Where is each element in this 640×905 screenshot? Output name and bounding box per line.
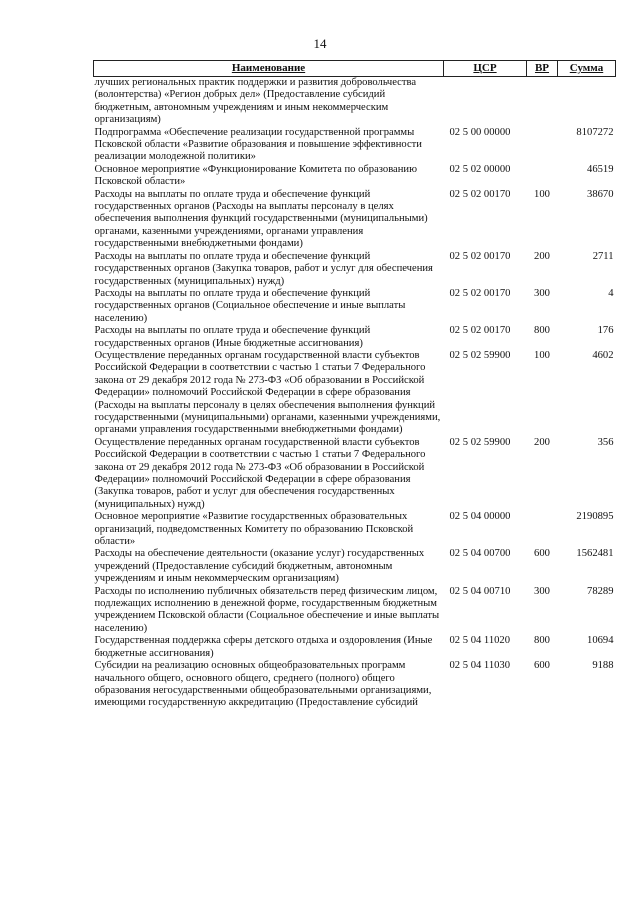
row-sum-cell: 4602 [592,349,614,361]
row-csr-cell: 02 5 04 00710 [449,585,511,597]
row-sum-cell: 38670 [587,188,614,200]
row-vr-cell: 800 [534,325,550,337]
table-row [94,251,616,288]
row-csr-cell: 02 5 02 00170 [449,325,511,337]
table-row [94,189,616,251]
table-row [94,325,616,350]
row-name-cell: лучших региональных практик поддержки и развития добровольчества (волонтерства) «Регион добрых дел» (Предоставление субсидий бюджетным, автономным учреждениям и иным некоммерческим организациям) [94,77,417,126]
row-csr-cell: 02 5 04 11020 [449,635,511,647]
row-name-cell: Расходы на выплаты по оплате труда и обеспечение функций государственных органов (Социальное обеспечение и иные выплаты населению) [94,287,406,324]
row-vr-cell: 200 [534,250,550,262]
row-vr-cell [527,164,558,189]
table-row [94,635,616,660]
row-name-cell: Расходы на обеспечение деятельности (оказание услуг) государственных учреждений (Предоставление субсидий бюджетным, автономным учреждениям и иным некоммерческим организациям) [94,548,425,585]
row-csr-cell: 02 5 02 00000 [449,163,511,175]
row-name-cell: Расходы на выплаты по оплате труда и обеспечение функций государственных органов (Расходы на выплаты персоналу в целях обеспечения выполнения функций государственными (муниципальными) органами, казенными учреждениями, органами управления государственными внебюджетными фондами) [94,188,428,250]
row-sum-cell: 8107272 [576,126,614,138]
row-vr-cell: 100 [534,349,550,361]
row-vr-cell: 300 [534,287,550,299]
row-csr-cell: 02 5 02 59900 [449,436,511,448]
row-csr-cell: 02 5 02 00170 [449,188,511,200]
column-header-sum: Сумма [558,61,616,77]
table-row [94,511,616,548]
row-vr-cell: 800 [534,635,550,647]
row-csr-cell: 02 5 04 00000 [449,511,511,523]
table-row [94,660,616,710]
column-header-csr: ЦСР [444,61,527,77]
row-vr-cell: 100 [534,188,550,200]
table-row [94,127,616,164]
row-vr-cell: 200 [534,436,550,448]
row-vr-cell [527,77,558,127]
row-vr-cell: 600 [534,660,550,672]
row-sum-cell: 356 [597,436,614,448]
row-name-cell: Основное мероприятие «Функционирование Комитета по образованию Псковской области» [94,163,418,188]
row-sum-cell: 78289 [587,585,614,597]
row-name-cell: Основное мероприятие «Развитие государственных образовательных организаций, подведомственных Комитету по образованию Псковской области» [94,511,414,548]
row-name-cell: Государственная поддержка сферы детского отдыха и оздоровления (Иные бюджетные ассигнования) [94,635,433,659]
row-name-cell: Подпрограмма «Обеспечение реализации государственной программы Псковской области «Развитие образования и повышение эффективности реализации молодежной политики» [94,126,422,163]
table-row [94,77,616,127]
row-vr-cell: 600 [534,548,550,560]
page-number: 14 [313,36,327,51]
table-header-row [94,61,616,77]
column-header-name: Наименование [94,61,444,77]
row-csr-cell: 02 5 02 00170 [449,287,511,299]
row-sum-cell: 1562481 [576,548,614,560]
row-sum-cell: 4 [608,287,614,299]
budget-table [93,60,616,710]
row-sum-cell: 9188 [592,660,614,672]
row-sum-cell: 2711 [592,250,614,262]
table-row [94,586,616,636]
row-csr-cell: 02 5 00 00000 [449,126,511,138]
row-sum-cell: 176 [597,325,614,337]
row-csr-cell: 02 5 04 11030 [449,660,511,672]
row-name-cell: Субсидии на реализацию основных общеобразовательных программ начального общего, основного общего, среднего (полного) общего образования негосударственными общеобразовательными организациями, имеющими государственную аккредитацию (Предоставление субсидий [94,660,432,709]
table-row [94,350,616,437]
row-name-cell: Осуществление переданных органам государственной власти субъектов Российской Федерации в соответствии с частью 1 статьи 7 Федерального закона от 29 декабря 2012 года № 273-ФЗ «Об образовании в Российской Федерации» полномочий Российской Федерации в сфере образования (Расходы на выплаты персоналу в целях обеспечения выполнения функций государственными (муниципальными) органами, казенными учреждениями, органами управления государственными внебюджетными фондами) [94,349,441,436]
table-row [94,288,616,325]
row-name-cell: Расходы на выплаты по оплате труда и обеспечение функций государственных органов (Закупка товаров, работ и услуг для обеспечения государственных (муниципальных) нужд) [94,250,433,287]
row-csr-cell: 02 5 02 59900 [449,349,511,361]
row-vr-cell [527,511,558,548]
row-csr-cell [444,77,527,127]
table-row [94,437,616,511]
row-sum-cell: 2190895 [576,511,614,523]
row-vr-cell [527,127,558,164]
row-sum-cell [558,77,616,127]
row-name-cell: Осуществление переданных органам государственной власти субъектов Российской Федерации в соответствии с частью 1 статьи 7 Федерального закона от 29 декабря 2012 года № 273-ФЗ «Об образовании в Российской Федерации» полномочий Российской Федерации в сфере образования (Закупка товаров, работ и услуг для обеспечения государственных (муниципальных) нужд) [94,436,426,510]
table-row [94,164,616,189]
row-vr-cell: 300 [534,585,550,597]
table-row [94,548,616,585]
row-sum-cell: 10694 [587,635,614,647]
row-name-cell: Расходы на выплаты по оплате труда и обеспечение функций государственных органов (Иные бюджетные ассигнования) [94,325,371,349]
row-csr-cell: 02 5 02 00170 [449,250,511,262]
row-sum-cell: 46519 [587,163,614,175]
row-name-cell: Расходы по исполнению публичных обязательств перед физическим лицом, подлежащих исполнению в денежной форме, государственным бюджетным учреждением Псковской области (Социальное обеспечение и иные выплаты населению) [94,585,440,634]
column-header-vr: ВР [527,61,558,77]
row-csr-cell: 02 5 04 00700 [449,548,511,560]
